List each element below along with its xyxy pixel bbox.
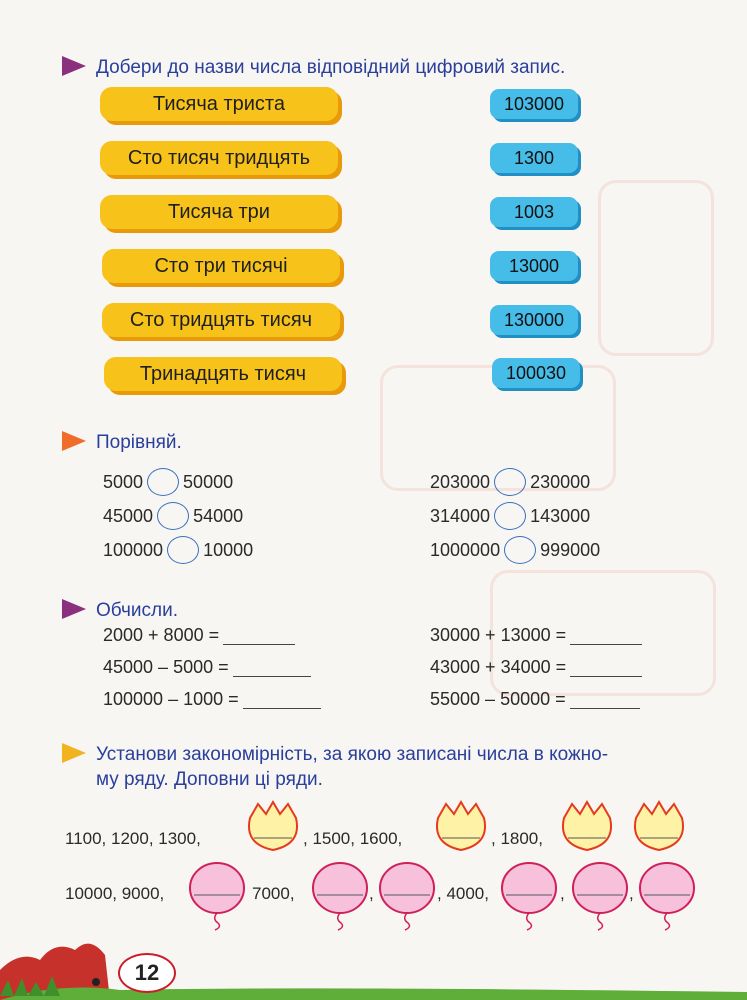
answer-blank[interactable] [570, 690, 640, 709]
sequence-text: 1100, 1200, 1300, [65, 829, 201, 848]
tulip-answer-icon[interactable] [630, 800, 688, 852]
number-name-card[interactable]: Тисяча триста [100, 87, 338, 121]
number-card[interactable]: 1300 [490, 143, 578, 173]
compare-circle[interactable] [167, 536, 199, 564]
compare-value: 45000 [103, 505, 154, 526]
compare-value: 999000 [540, 539, 601, 560]
sequence-text: , [629, 884, 634, 903]
triangle-marker-icon [62, 56, 86, 76]
task-title: Добери до назви числа відповідний цифровий запис. [96, 57, 566, 78]
compare-row [430, 502, 590, 530]
compare-value: 314000 [430, 505, 491, 526]
compare-value: 5000 [103, 471, 144, 492]
compare-row [430, 468, 590, 496]
answer-blank[interactable] [243, 690, 321, 709]
hedgehog-grass-decoration [0, 930, 747, 1000]
compare-row [103, 468, 233, 496]
task-title-line: Установи закономірність, за якою записані числа в кожно- [96, 744, 609, 765]
triangle-marker-icon [62, 599, 86, 619]
number-card[interactable]: 100030 [492, 358, 580, 388]
page-number [118, 953, 176, 993]
sequence-text: , [369, 884, 374, 903]
equation-row [430, 689, 640, 710]
task-title: Порівняй. [96, 432, 182, 453]
balloon-answer-icon[interactable] [378, 861, 436, 931]
compare-value: 143000 [530, 505, 591, 526]
compare-value: 1000000 [430, 539, 501, 560]
equation-text: 2000 + 8000 = [103, 625, 220, 645]
equation-text: 43000 + 34000 = [430, 657, 567, 677]
balloon-answer-icon[interactable] [311, 861, 369, 931]
sequence-text: 7000, [252, 884, 295, 903]
balloon-answer-icon[interactable] [500, 861, 558, 931]
compare-value: 10000 [203, 539, 254, 560]
equation-row [103, 625, 295, 646]
number-name-card[interactable]: Сто тридцять тисяч [102, 303, 340, 337]
number-name-card[interactable]: Тринадцять тисяч [104, 357, 342, 391]
balloon-answer-icon[interactable] [188, 861, 246, 931]
tulip-answer-icon[interactable] [244, 800, 302, 852]
task-title-line: му ряду. Доповни ці ряди. [96, 769, 323, 790]
number-card[interactable]: 130000 [490, 305, 578, 335]
task-title: Обчисли. [96, 600, 179, 621]
compare-circle[interactable] [157, 502, 189, 530]
sequence-text: , 1800, [491, 829, 543, 848]
number-card[interactable]: 103000 [490, 89, 578, 119]
compare-row [103, 536, 253, 564]
number-name-card[interactable]: Тисяча три [100, 195, 338, 229]
task-compare-header [62, 430, 182, 455]
compare-value: 203000 [430, 471, 491, 492]
task-match-header [62, 55, 565, 80]
tulip-answer-icon[interactable] [558, 800, 616, 852]
equation-row [430, 657, 642, 678]
task-title [96, 742, 608, 792]
balloon-answer-icon[interactable] [638, 861, 696, 931]
compare-circle[interactable] [494, 502, 526, 530]
compare-circle[interactable] [147, 468, 179, 496]
equation-row [103, 657, 311, 678]
compare-circle[interactable] [504, 536, 536, 564]
answer-blank[interactable] [233, 658, 311, 677]
compare-value: 230000 [530, 471, 591, 492]
task-calculate-header [62, 598, 178, 623]
equation-text: 30000 + 13000 = [430, 625, 567, 645]
equation-text: 100000 – 1000 = [103, 689, 239, 709]
number-card[interactable]: 1003 [490, 197, 578, 227]
compare-value: 54000 [193, 505, 244, 526]
compare-circle[interactable] [494, 468, 526, 496]
page-number-text: 12 [134, 960, 160, 985]
answer-blank[interactable] [223, 626, 295, 645]
compare-row [103, 502, 243, 530]
number-name-card[interactable]: Сто три тисячі [102, 249, 340, 283]
sequence-text: , [560, 884, 565, 903]
sequence-text: , 4000, [437, 884, 489, 903]
equation-text: 55000 – 50000 = [430, 689, 566, 709]
sequence-text: , 1500, 1600, [303, 829, 403, 848]
balloon-answer-icon[interactable] [571, 861, 629, 931]
sequence-text: 10000, 9000, [65, 884, 165, 903]
task-pattern-header [62, 742, 608, 792]
tulip-answer-icon[interactable] [432, 800, 490, 852]
triangle-marker-icon [62, 431, 86, 451]
compare-value: 100000 [103, 539, 164, 560]
equation-text: 45000 – 5000 = [103, 657, 229, 677]
equation-row [430, 625, 642, 646]
background-shape [598, 180, 714, 356]
compare-value: 50000 [183, 471, 234, 492]
answer-blank[interactable] [570, 626, 642, 645]
triangle-marker-icon [62, 743, 86, 763]
answer-blank[interactable] [570, 658, 642, 677]
compare-row [430, 536, 600, 564]
number-name-card[interactable]: Сто тисяч тридцять [100, 141, 338, 175]
number-card[interactable]: 13000 [490, 251, 578, 281]
equation-row [103, 689, 321, 710]
